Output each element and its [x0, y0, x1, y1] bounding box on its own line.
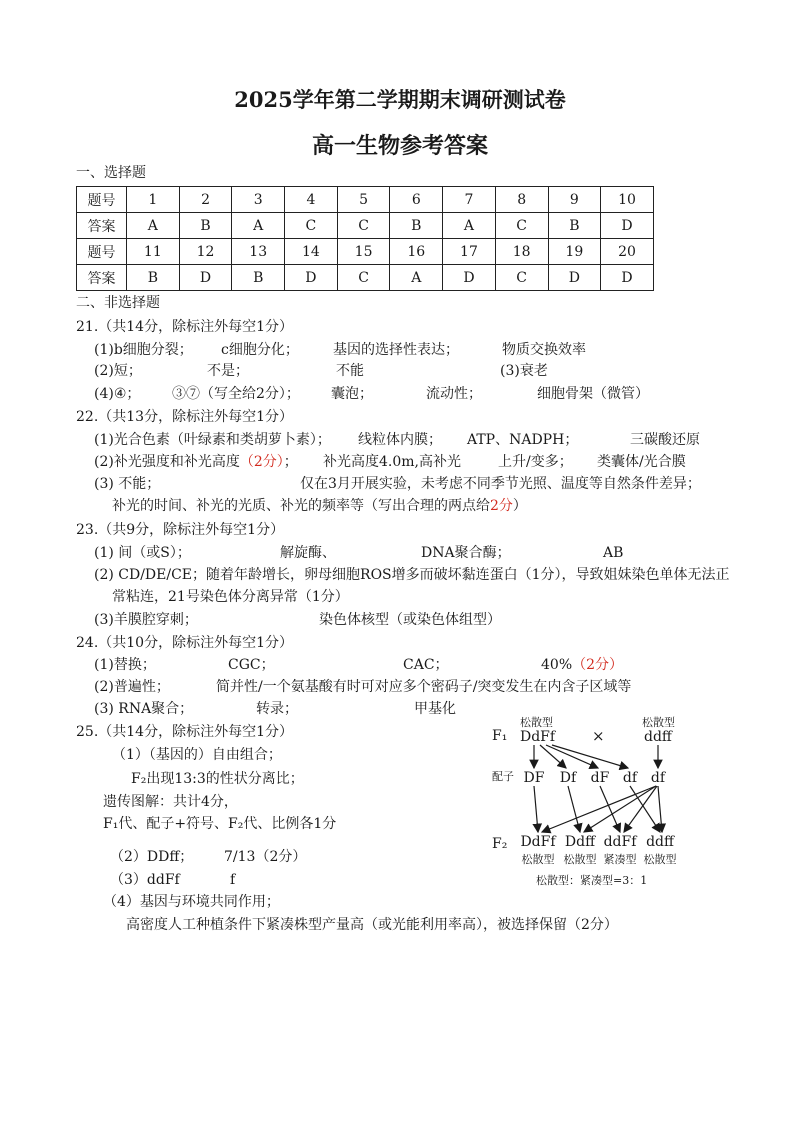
q25-answer: F₂出现13:3的性状分离比； [131, 771, 304, 787]
parent2-phenotype: 松散型 [642, 716, 675, 729]
f2-label: F₂ [492, 836, 508, 852]
q21-answer: 基因的选择性表达； [333, 342, 459, 358]
answer-subtitle: 高一生物参考答案 [311, 133, 488, 159]
genetic-cross-diagram [480, 712, 720, 887]
question-number-cell: 13 [232, 239, 285, 265]
q23-answer: (3)羊膜腔穿刺； [94, 612, 198, 628]
q22-answer: (1)光合色素（叶绿素和类胡萝卜素）； [94, 432, 331, 448]
answer-cell: C [337, 213, 390, 239]
question-number-cell: 12 [179, 239, 232, 265]
answer-cell: C [495, 213, 548, 239]
cross-arrow [534, 786, 538, 832]
offspring-genotype: ddff [646, 834, 674, 850]
q23-answer: 染色体核型（或染色体组型） [319, 612, 501, 628]
gamete: Df [559, 770, 577, 786]
q24-answer: 转录； [256, 701, 298, 717]
question-number-cell: 1 [127, 187, 180, 213]
parent2-genotype: ddff [644, 729, 672, 745]
answer-cell: B [390, 213, 443, 239]
q22-answer: 补光高度4.0m,高补光 [323, 454, 461, 470]
answer-cell: B [179, 213, 232, 239]
question-number-row [77, 187, 654, 213]
q22-answer: ATP、NADPH； [467, 432, 579, 448]
offspring-phenotype: 松散型 [521, 853, 555, 866]
cross-arrow [542, 786, 656, 832]
answer-row [77, 213, 654, 239]
gamete: df [622, 770, 638, 786]
q25-answer: （4）基因与环境共同作用； [103, 894, 280, 910]
q24-answer: 甲基化 [414, 701, 456, 717]
q22-answer: 三碳酸还原 [630, 432, 700, 448]
q25-answer: 7/13（2分） [224, 849, 307, 865]
q23-answer: 解旋酶、 [280, 545, 336, 561]
answer-cell: C [285, 213, 338, 239]
q24-answer: 简并性/一个氨基酸有时可对应多个密码子/突变发生在内含子区域等 [216, 679, 632, 695]
answer-row [77, 265, 654, 291]
q22-answer: 线粒体内膜； [358, 432, 442, 448]
q23-answer: 常粘连，21号染色体分离异常（1分） [112, 589, 349, 605]
q22-answer: 仅在3月开展实验，未考虑不同季节光照、温度等自然条件差异； [300, 476, 701, 492]
answer-cell: D [179, 265, 232, 291]
parent1-genotype: DdFf [520, 729, 556, 745]
q24-heading: 24.（共10分，除标注外每空1分） [76, 635, 293, 651]
q25-answer: 遗传图解：共计4分， [103, 794, 238, 810]
offspring-genotype: Ddff [564, 834, 596, 850]
answer-cell: C [337, 265, 390, 291]
q24-answer: (1)替换； [94, 657, 156, 673]
section-nonchoice-heading: 二、非选择题 [76, 295, 160, 311]
question-number-cell: 10 [601, 187, 654, 213]
answer-cell: A [127, 213, 180, 239]
score-note: （2分） [239, 454, 284, 470]
answer-cell: D [601, 265, 654, 291]
offspring-phenotype: 松散型 [643, 853, 677, 866]
phenotype-ratio: 松散型：紧凑型=3：1 [536, 874, 648, 887]
choice-answer-table [76, 186, 654, 291]
section-choice-heading: 一、选择题 [76, 165, 146, 181]
q21-answer: (4)④； [94, 386, 141, 402]
gamete: DF [523, 770, 545, 786]
q21-answer: 不是； [207, 363, 249, 379]
question-number-cell: 7 [443, 187, 496, 213]
row-label: 题号 [77, 239, 127, 265]
q25-answer: f [230, 872, 236, 888]
cross-sign: × [592, 727, 605, 745]
question-number-cell: 9 [548, 187, 601, 213]
q21-answer: (1)b细胞分裂； [94, 342, 193, 358]
q25-heading: 25.（共14分，除标注外每空1分） [76, 724, 293, 740]
q25-answer: （1）（基因的）自由组合； [112, 747, 282, 763]
question-number-cell: 18 [495, 239, 548, 265]
cross-arrow [600, 786, 620, 832]
q21-answer: ③⑦（写全给2分）； [172, 386, 300, 402]
q25-answer: F₁代、配子+符号、F₂代、比例各1分 [103, 816, 337, 832]
cross-arrow [568, 786, 580, 832]
q22-answer: 补光的时间、补光的光质、补光的频率等（写出合理的两点给2分） [112, 498, 527, 514]
question-number-cell: 4 [285, 187, 338, 213]
gamete: dF [590, 770, 610, 786]
offspring-phenotype: 松散型 [563, 853, 597, 866]
q21-answer: 不能 [336, 363, 364, 379]
question-number-cell: 19 [548, 239, 601, 265]
q23-answer: DNA聚合酶； [421, 545, 511, 561]
q21-answer: 流动性； [426, 386, 482, 402]
question-number-cell: 6 [390, 187, 443, 213]
question-number-cell: 14 [285, 239, 338, 265]
q21-heading: 21.（共14分，除标注外每空1分） [76, 319, 293, 335]
question-number-cell: 2 [179, 187, 232, 213]
question-number-cell: 11 [127, 239, 180, 265]
row-label: 答案 [77, 265, 127, 291]
q23-answer: (1) 间（或S）； [94, 545, 191, 561]
answer-cell: D [601, 213, 654, 239]
q24-answer: 40%（2分） [541, 657, 624, 673]
question-number-cell: 16 [390, 239, 443, 265]
q24-answer: CGC； [228, 657, 275, 673]
answer-cell: C [495, 265, 548, 291]
parent1-phenotype: 松散型 [520, 716, 553, 729]
q23-heading: 23.（共9分，除标注外每空1分） [76, 522, 285, 538]
q21-answer: (2)短； [94, 363, 142, 379]
q25-answer: （2）DDff； [110, 849, 194, 865]
q23-answer: (2) CD/DE/CE；随着年龄增长，卵母细胞ROS增多而破坏黏连蛋白（1分），导致姐妹染色单体无法正 [94, 567, 730, 583]
answer-cell: B [127, 265, 180, 291]
f1-label: F₁ [492, 728, 508, 744]
answer-cell: A [390, 265, 443, 291]
q24-answer: (2)普遍性； [94, 679, 170, 695]
gamete-label: 配子 [492, 770, 514, 783]
answer-cell: D [285, 265, 338, 291]
q22-answer: (2)补光强度和补光高度（2分）； [94, 454, 298, 470]
exam-title: 2025学年第二学期期末调研测试卷 [234, 87, 566, 112]
offspring-genotype: ddFf [603, 834, 637, 850]
q24-answer: CAC； [403, 657, 449, 673]
answer-cell: D [443, 265, 496, 291]
q21-answer: (3)衰老 [500, 363, 548, 379]
question-number-row [77, 239, 654, 265]
question-number-cell: 8 [495, 187, 548, 213]
q21-answer: 细胞骨架（微管） [537, 386, 649, 402]
answer-cell: A [443, 213, 496, 239]
cross-arrow [658, 786, 662, 832]
answer-cell: A [232, 213, 285, 239]
q24-answer: (3) RNA聚合； [94, 701, 194, 717]
q22-answer: 类囊体/光合膜 [597, 454, 686, 470]
row-label: 答案 [77, 213, 127, 239]
score-note: 2分 [490, 498, 513, 514]
offspring-phenotype: 紧凑型 [603, 853, 637, 866]
gamete: df [650, 770, 666, 786]
question-number-cell: 15 [337, 239, 390, 265]
q22-answer: 上升/变多； [498, 454, 573, 470]
q21-answer: 囊泡； [331, 386, 373, 402]
q22-answer: (3) 不能； [94, 476, 161, 492]
q22-heading: 22.（共13分，除标注外每空1分） [76, 409, 293, 425]
q21-answer: 物质交换效率 [502, 342, 586, 358]
question-number-cell: 17 [443, 239, 496, 265]
score-note: （2分） [572, 657, 624, 673]
q21-answer: c细胞分化； [221, 342, 299, 358]
q25-answer: （3）ddFf [110, 872, 180, 888]
q25-answer: 高密度人工种植条件下紧凑株型产量高（或光能利用率高），被选择保留（2分） [126, 917, 618, 933]
question-number-cell: 5 [337, 187, 390, 213]
answer-cell: B [232, 265, 285, 291]
q23-answer: AB [603, 545, 624, 561]
row-label: 题号 [77, 187, 127, 213]
answer-cell: D [548, 265, 601, 291]
offspring-genotype: DdFf [520, 834, 556, 850]
question-number-cell: 20 [601, 239, 654, 265]
answer-cell: B [548, 213, 601, 239]
question-number-cell: 3 [232, 187, 285, 213]
